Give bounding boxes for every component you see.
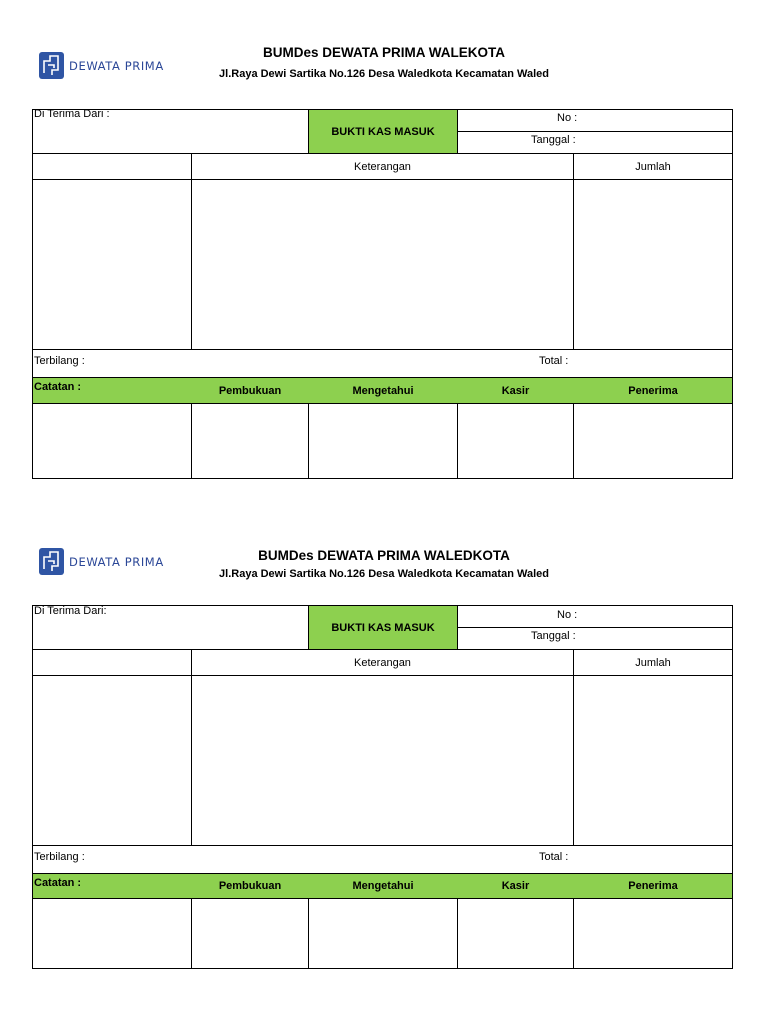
sig-recipient-header: Penerima	[628, 384, 678, 397]
notes-label: Catatan :	[34, 381, 82, 393]
form-title: BUMDes DEWATA PRIMA WALEKOTA	[263, 45, 505, 60]
logo-text: DEWATA PRIMA	[69, 554, 164, 569]
form-address: Jl.Raya Dewi Sartika No.126 Desa Waledkota Kecamatan Waled	[219, 568, 549, 580]
logo-text: DEWATA PRIMA	[69, 58, 164, 73]
date-label: Tanggal :	[531, 134, 576, 146]
col-amount-header: Jumlah	[635, 160, 671, 173]
sig-acknowledged-header: Mengetahui	[352, 384, 414, 397]
amount-in-words-label: Terbilang :	[34, 851, 85, 863]
date-label: Tanggal :	[531, 630, 576, 642]
sig-cashier-header: Kasir	[501, 880, 530, 892]
sig-recipient-header: Penerima	[628, 880, 678, 892]
amount-in-words-label: Terbilang :	[34, 355, 85, 367]
sig-bookkeeping-header: Pembukuan	[218, 880, 282, 892]
form-address: Jl.Raya Dewi Sartika No.126 Desa Waledkota Kecamatan Waled	[219, 68, 549, 80]
sig-bookkeeping-header: Pembukuan	[218, 384, 282, 397]
notes-label: Catatan :	[34, 877, 82, 889]
sig-cashier-header: Kasir	[501, 384, 530, 397]
col-amount-header: Jumlah	[635, 656, 671, 669]
doc-type-label: BUKTI KAS MASUK	[309, 606, 457, 649]
total-label: Total :	[539, 851, 569, 863]
col-description-header: Keterangan	[354, 160, 411, 173]
no-label: No :	[557, 112, 578, 124]
total-label: Total :	[539, 355, 569, 367]
col-description-header: Keterangan	[354, 656, 411, 669]
form-title: BUMDes DEWATA PRIMA WALEDKOTA	[258, 548, 510, 563]
sig-acknowledged-header: Mengetahui	[352, 880, 414, 892]
doc-type-label: BUKTI KAS MASUK	[309, 110, 457, 153]
no-label: No :	[557, 609, 578, 621]
received-from-label: Di Terima Dari :	[34, 108, 110, 120]
received-from-label: Di Terima Dari:	[34, 605, 107, 617]
